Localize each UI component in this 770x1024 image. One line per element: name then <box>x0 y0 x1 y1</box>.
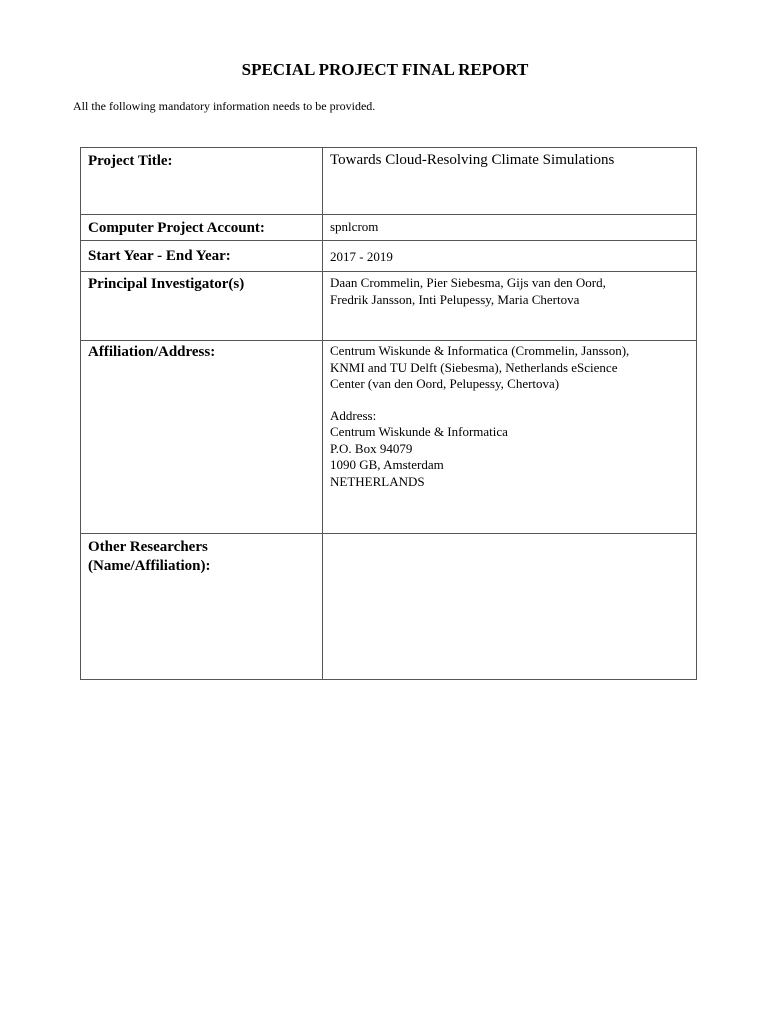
address-block <box>330 408 696 491</box>
value-years: 2017 - 2019 <box>323 241 697 272</box>
intro-text: All the following mandatory information needs to be provided. <box>73 99 376 113</box>
value-other-researchers <box>323 534 697 680</box>
label-affiliation: Affiliation/Address: <box>81 341 323 534</box>
label-years: Start Year - End Year: <box>81 241 323 272</box>
report-title: SPECIAL PROJECT FINAL REPORT <box>241 60 529 79</box>
pi-line: Fredrik Jansson, Inti Pelupessy, Maria Chertova <box>330 291 580 307</box>
label-account: Computer Project Account: <box>81 215 323 241</box>
address-line: 1090 GB, Amsterdam <box>330 457 444 472</box>
affiliation-line: KNMI and TU Delft (Siebesma), Netherlands eScience <box>330 359 618 375</box>
address-line: P.O. Box 94079 <box>330 440 413 456</box>
pi-line: Daan Crommelin, Pier Siebesma, Gijs van den Oord, <box>330 275 606 290</box>
row-project-title <box>81 148 697 215</box>
value-pi <box>323 272 697 341</box>
row-years <box>81 241 697 272</box>
other-label-line: (Name/Affiliation): <box>88 558 211 574</box>
value-project-title: Towards Cloud-Resolving Climate Simulations <box>323 148 697 215</box>
address-line: Centrum Wiskunde & Informatica <box>330 424 508 439</box>
row-account <box>81 215 697 241</box>
affiliation-line: Centrum Wiskunde & Informatica (Crommelin, Jansson), <box>330 343 630 358</box>
value-affiliation <box>323 341 697 534</box>
other-label-line: Other Researchers <box>88 539 208 555</box>
row-affiliation <box>81 341 697 534</box>
label-pi: Principal Investigator(s) <box>81 272 323 341</box>
row-other-researchers <box>81 534 697 680</box>
label-other-researchers <box>81 534 323 680</box>
row-pi <box>81 272 697 341</box>
project-info-table <box>80 147 697 680</box>
value-account: spnlcrom <box>323 215 697 241</box>
address-line: Address: <box>330 407 377 423</box>
address-line: NETHERLANDS <box>330 473 425 489</box>
affiliation-line: Center (van den Oord, Pelupessy, Chertova) <box>330 376 560 391</box>
label-project-title: Project Title: <box>81 148 323 215</box>
